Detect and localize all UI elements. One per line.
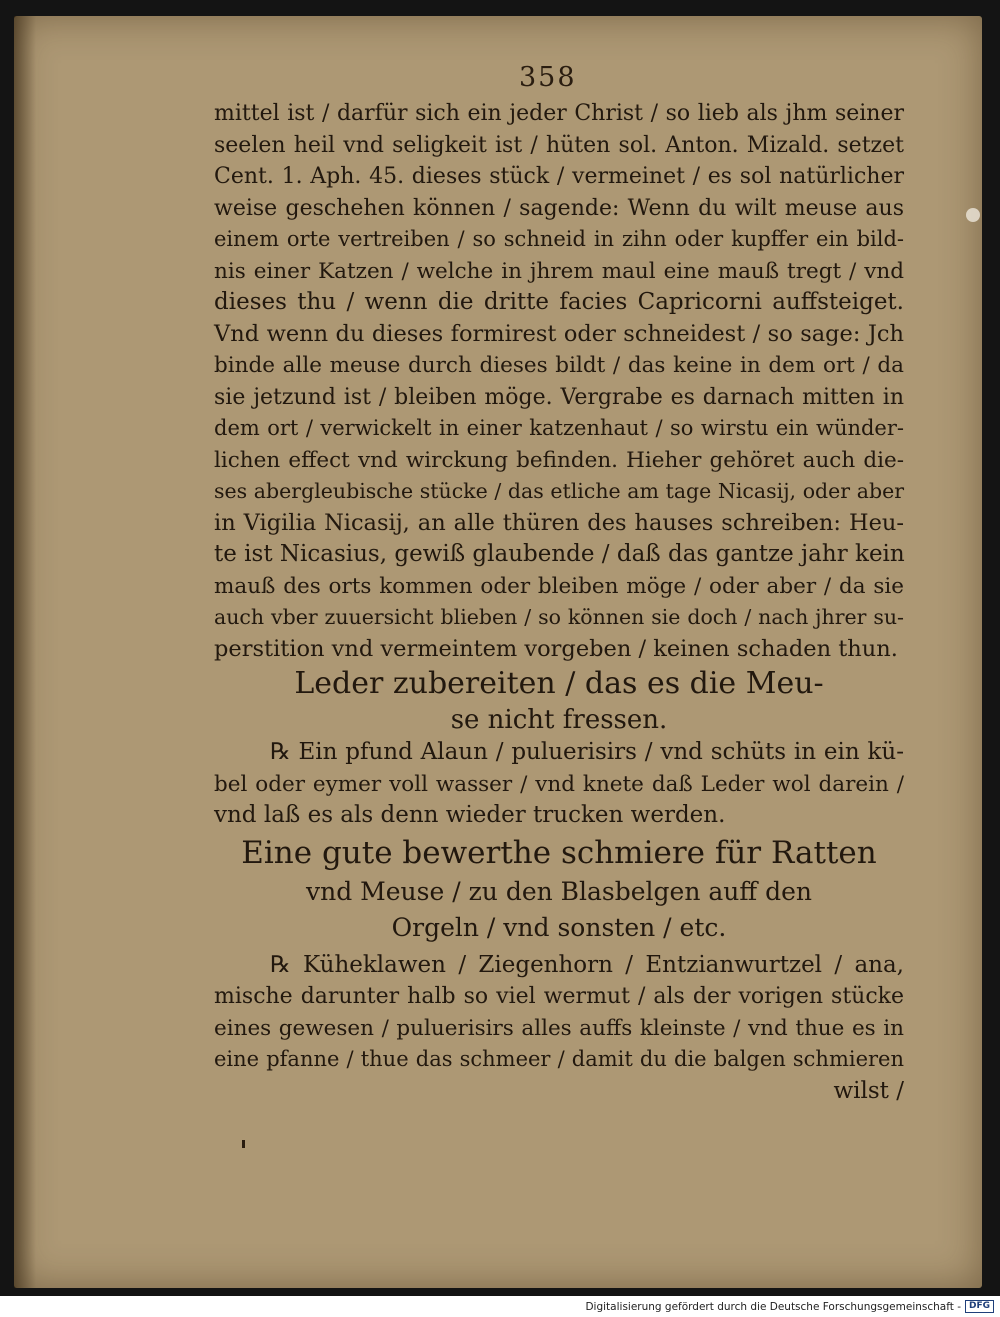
- section-heading: Leder zubereiten / das es die Meu-: [294, 666, 824, 701]
- section-heading-continued: vnd Meuse / zu den Blasbelgen auff den: [305, 876, 813, 906]
- text-line: Vnd wenn du dieses formirest oder schneidest / so sage: Jch: [214, 320, 904, 347]
- text-line: in Vigilia Nicasij, an alle thüren des hauses schreiben: Heu-: [214, 509, 904, 536]
- ink-mark: [242, 1140, 245, 1148]
- section-heading-continued: se nicht fressen.: [450, 705, 668, 735]
- text-line: dieses thu / wenn die dritte facies Capricorni auffsteiget.: [214, 289, 904, 315]
- text-line: weise geschehen können / sagende: Wenn du wilt meuse aus: [214, 195, 904, 221]
- section-heading: Eine gute bewerthe schmiere für Ratten: [241, 834, 877, 871]
- recipe-line: eine pfanne / thue das schmeer / damit du die balgen schmieren: [214, 1047, 904, 1071]
- recipe-line: vnd laß es als denn wieder trucken werden.: [214, 802, 726, 828]
- catchword: wilst /: [833, 1077, 904, 1104]
- text-line: auch vber zuuersicht blieben / so können sie doch / nach jhrer su-: [214, 605, 904, 629]
- text-line: nis einer Katzen / welche in jhrem maul eine mauß tregt / vnd: [214, 258, 904, 284]
- section-heading-continued: Orgeln / vnd sonsten / etc.: [391, 912, 727, 942]
- digitization-credit: [585, 1300, 994, 1313]
- text-line: ses abergleubische stücke / das etliche am tage Nicasij, oder aber: [214, 479, 904, 503]
- paper-stain: [966, 208, 980, 222]
- text-line: perstition vnd vermeintem vorgeben / keinen schaden thun.: [214, 635, 898, 662]
- text-line: mauß des orts kommen oder bleiben möge / oder aber / da sie: [214, 573, 904, 599]
- recipe-line: eines gewesen / puluerisirs alles auffs kleinste / vnd thue es in: [214, 1015, 904, 1041]
- recipe-line: ℞ Küheklawen / Ziegenhorn / Entzianwurtzel / ana,: [270, 951, 904, 978]
- recipe-line: ℞ Ein pfund Alaun / puluerisirs / vnd schüts in ein kü-: [270, 739, 904, 765]
- page-number: 358: [519, 62, 577, 93]
- text-line: Cent. 1. Aph. 45. dieses stück / vermeinet / es sol natürlicher: [214, 164, 904, 189]
- text-line: einem orte vertreiben / so schneid in zihn oder kupffer ein bild-: [214, 227, 904, 251]
- recipe-line: bel oder eymer voll wasser / vnd knete daß Leder wol darein /: [214, 771, 904, 797]
- text-line: lichen effect vnd wirckung befinden. Hieher gehöret auch die-: [214, 447, 904, 473]
- text-line: sie jetzund ist / bleiben möge. Vergrabe es darnach mitten in: [214, 384, 904, 410]
- dfg-logo: DFG: [965, 1300, 994, 1313]
- text-line: binde alle meuse durch dieses bildt / das keine in dem ort / da: [214, 353, 904, 378]
- page-gutter-shadow: [14, 16, 36, 1288]
- page-text-block: [214, 98, 904, 1107]
- recipe-line: mische darunter halb so viel wermut / als der vorigen stücke: [214, 984, 904, 1009]
- text-line: seelen heil vnd seligkeit ist / hüten sol. Anton. Mizald. setzet: [214, 132, 904, 158]
- credit-text: Digitalisierung gefördert durch die Deutsche Forschungsgemeinschaft -: [585, 1300, 961, 1313]
- text-line: mittel ist / darfür sich ein jeder Christ / so lieb als jhm seiner: [214, 101, 904, 126]
- text-line: dem ort / verwickelt in einer katzenhaut / so wirstu ein wünder-: [214, 416, 904, 440]
- text-line: te ist Nicasius, gewiß glaubende / daß das gantze jahr kein: [214, 541, 905, 567]
